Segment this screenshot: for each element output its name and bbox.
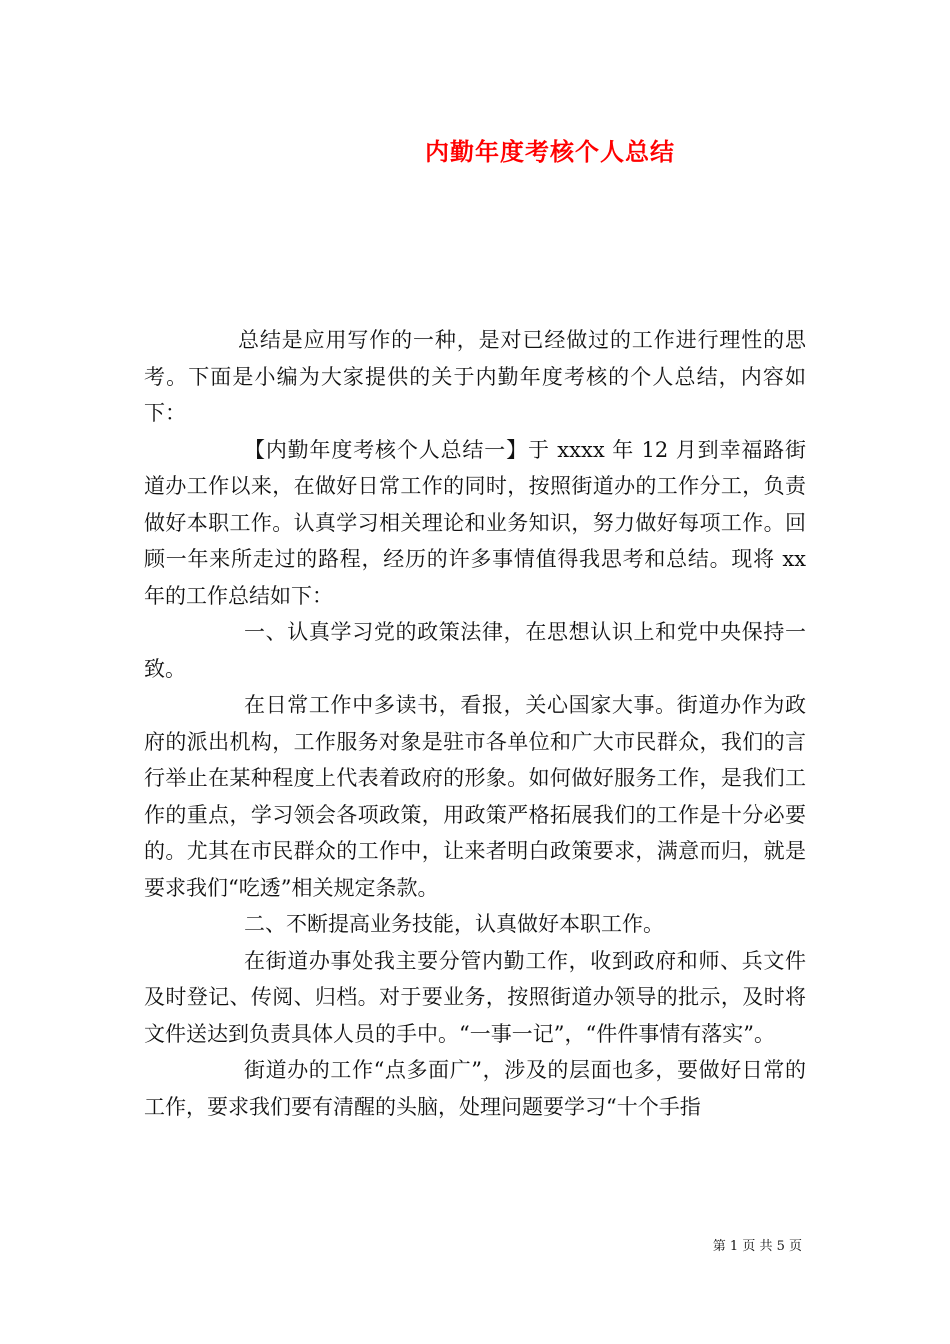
section-heading-one: 一、认真学习党的政策法律，在思想认识上和党中央保持一致。 (144, 620, 806, 681)
paragraph-street-office-work: 街道办的工作“点多面广”，涉及的层面也多，要做好日常的工作，要求我们要有清醒的头脑，处理问题要学习“十个手指 (144, 1058, 806, 1119)
page-footer: 第 1 页 共 5 页 (712, 1239, 802, 1254)
paragraph-office-duties: 在街道办事处我主要分管内勤工作，收到政府和师、兵文件及时登记、传阅、归档。对于要业务，按照街道办领导的批示，及时将文件送达到负责具体人员的手中。“一事一记”，“件件事情有落实”。 (144, 948, 806, 1046)
paragraph-summary-one: 【内勤年度考核个人总结一】于 xxxx 年 12 月到幸福路街道办工作以来，在做好日常工作的同时，按照街道办的工作分工，负责做好本职工作。认真学习相关理论和业务知识，努力做好每项工作。回顾一年来所走过的路程，经历的许多事情值得我思考和总结。现将 xx 年的工作总结如下： (144, 437, 806, 608)
paragraph-intro: 总结是应用写作的一种，是对已经做过的工作进行理性的思考。下面是小编为大家提供的关于内勤年度考核的个人总结，内容如下： (144, 328, 806, 425)
document-title: 内勤年度考核个人总结 (425, 138, 675, 166)
paragraph-daily-work: 在日常工作中多读书，看报，关心国家大事。街道办作为政府的派出机构，工作服务对象是驻市各单位和广大市民群众，我们的言行举止在某种程度上代表着政府的形象。如何做好服务工作，是我们工作的重点，学习领会各项政策，用政策严格拓展我们的工作是十分必要的。尤其在市民群众的工作中，让来者明白政策要求，满意而归，就是要求我们“吃透”相关规定条款。 (144, 693, 806, 900)
document-body (144, 322, 806, 1125)
section-heading-two: 二、不断提高业务技能，认真做好本职工作。 (244, 912, 664, 936)
